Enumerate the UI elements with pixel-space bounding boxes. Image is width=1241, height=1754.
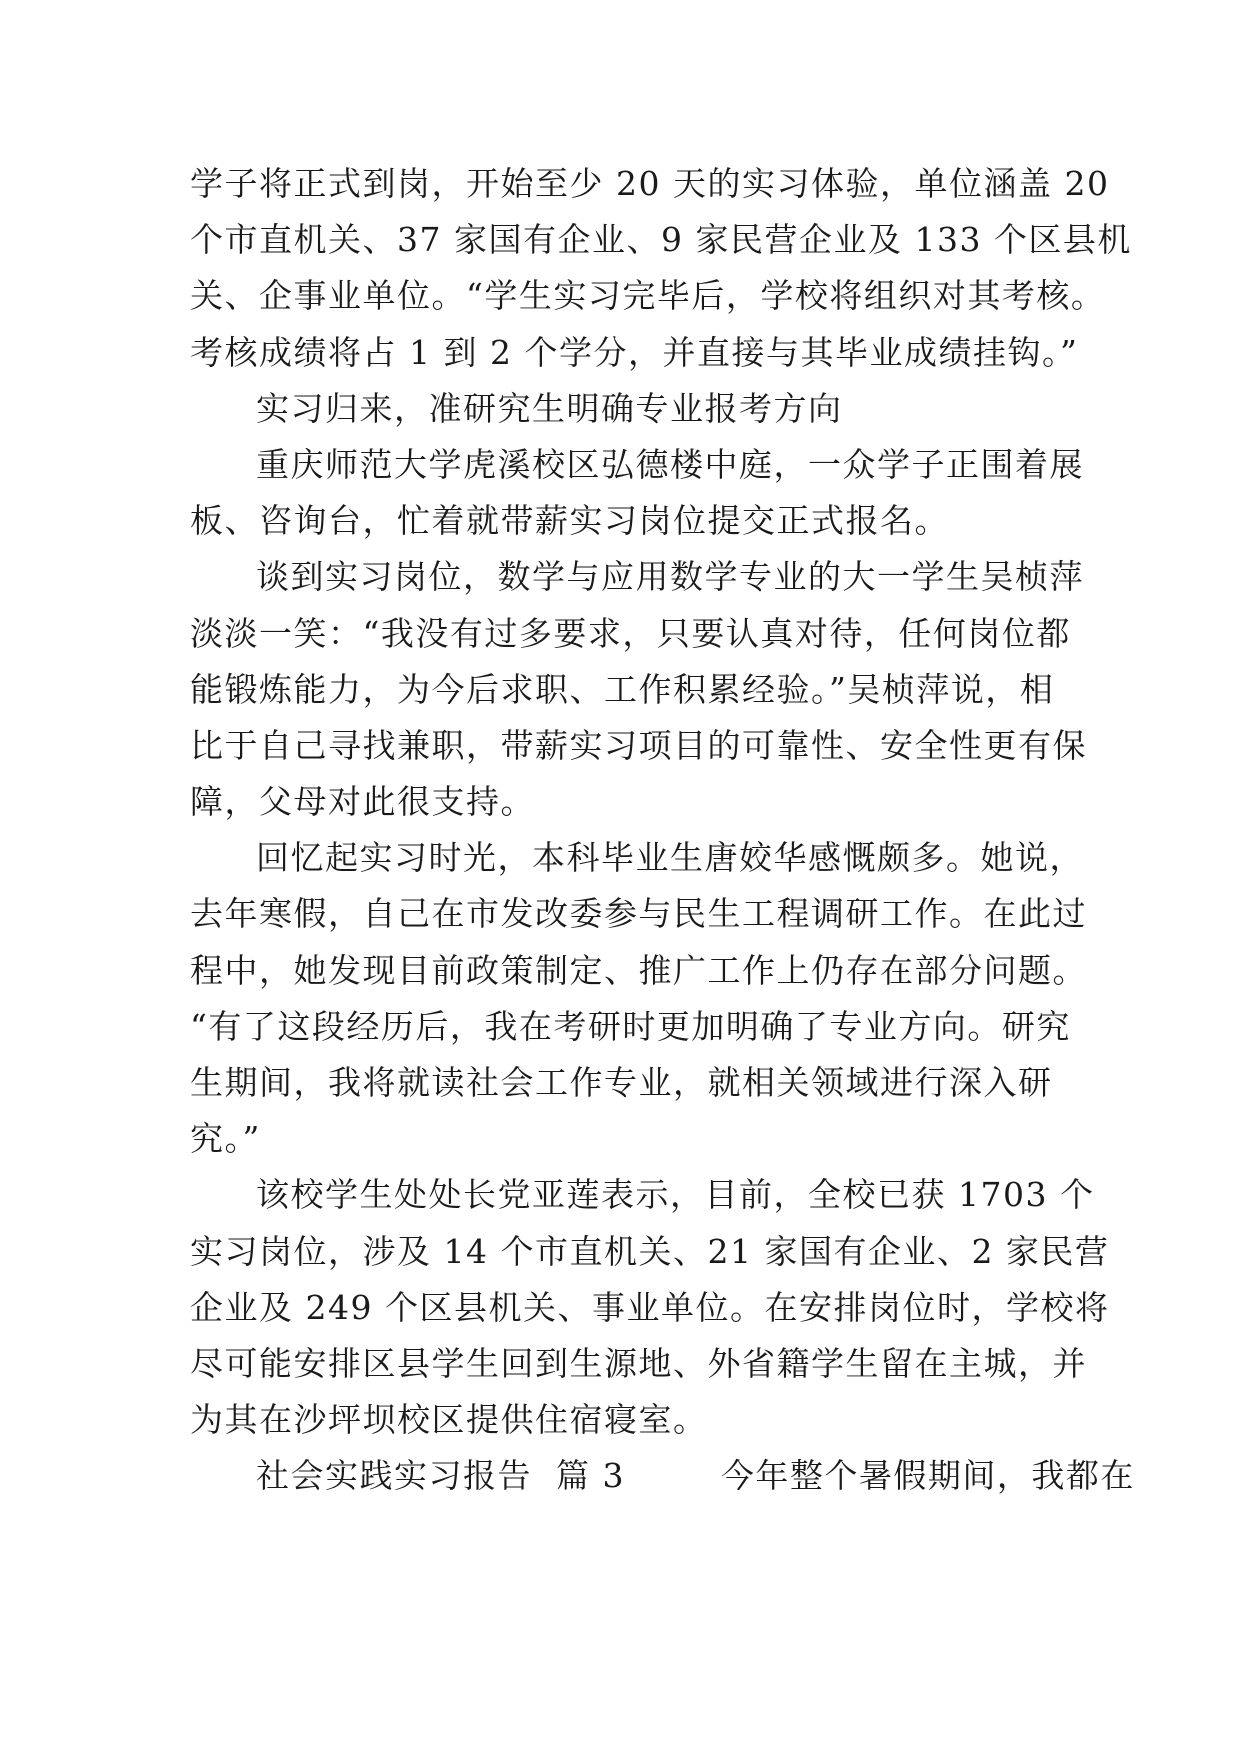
paragraph [190, 156, 1132, 381]
text-line: 程中，她发现目前政策制定、推广工作上仍存在部分问题。 [190, 950, 1087, 990]
text-line: 为其在沙坪坝校区提供住宿寝室。 [190, 1400, 708, 1440]
text-line: 障，父母对此很支持。 [190, 782, 535, 822]
text-line: “有了这段经历后，我在考研时更加明确了专业方向。研究 [190, 1006, 1071, 1046]
text-line: 淡淡一笑：“我没有过多要求，只要认真对待，任何岗位都 [190, 613, 1071, 653]
paragraph [190, 549, 1087, 830]
text-line: 去年寒假，自己在市发改委参与民生工程调研工作。在此过 [190, 894, 1087, 934]
paragraph [190, 437, 1084, 549]
text-line: 关、企事业单位。“学生实习完毕后，学校将组织对其考核。 [190, 276, 1106, 316]
text-line: 能锻炼能力，为今后求职、工作积累经验。”吴桢萍说，相 [190, 669, 1055, 709]
text-line: 谈到实习岗位，数学与应用数学专业的大一学生吴桢萍 [256, 557, 1084, 597]
text-line: 尽可能安排区县学生回到生源地、外省籍学生留在主城，并 [190, 1343, 1087, 1383]
text-line: 该校学生处处长党亚莲表示，目前，全校已获 1703 个 [256, 1175, 1095, 1215]
text-line: 生期间，我将就读社会工作专业，就相关领域进行深入研 [190, 1063, 1053, 1102]
paragraph [190, 1167, 1110, 1448]
paragraph [190, 1448, 1135, 1504]
text-line: 回忆起实习时光，本科毕业生唐姣华感慨颇多。她说， [256, 838, 1084, 878]
text-line: 实习归来，准研究生明确专业报考方向 [256, 388, 843, 428]
text-line: 社会实践实习报告 篇 3 今年整个暑假期间，我都在 [256, 1456, 1135, 1496]
text-line: 学子将正式到岗，开始至少 20 天的实习体验，单位涵盖 20 [190, 164, 1110, 203]
text-line: 板、咨询台，忙着就带薪实习岗位提交正式报名。 [190, 501, 949, 541]
text-line: 个市直机关、37 家国有企业、9 家民营企业及 133 个区县机 [190, 220, 1132, 260]
document-body [190, 156, 1135, 1505]
text-line: 重庆师范大学虎溪校区弘德楼中庭，一众学子正围着展 [256, 444, 1084, 484]
section-heading [190, 381, 1065, 437]
text-line: 究。” [190, 1119, 261, 1159]
text-line: 考核成绩将占 1 到 2 个学分，并直接与其毕业成绩挂钩。” [190, 332, 1079, 372]
paragraph [190, 830, 1087, 1167]
text-line: 实习岗位，涉及 14 个市直机关、21 家国有企业、2 家民营 [190, 1231, 1110, 1271]
text-line: 比于自己寻找兼职，带薪实习项目的可靠性、安全性更有保 [190, 725, 1087, 765]
text-line: 企业及 249 个区县机关、事业单位。在安排岗位时，学校将 [190, 1287, 1110, 1327]
